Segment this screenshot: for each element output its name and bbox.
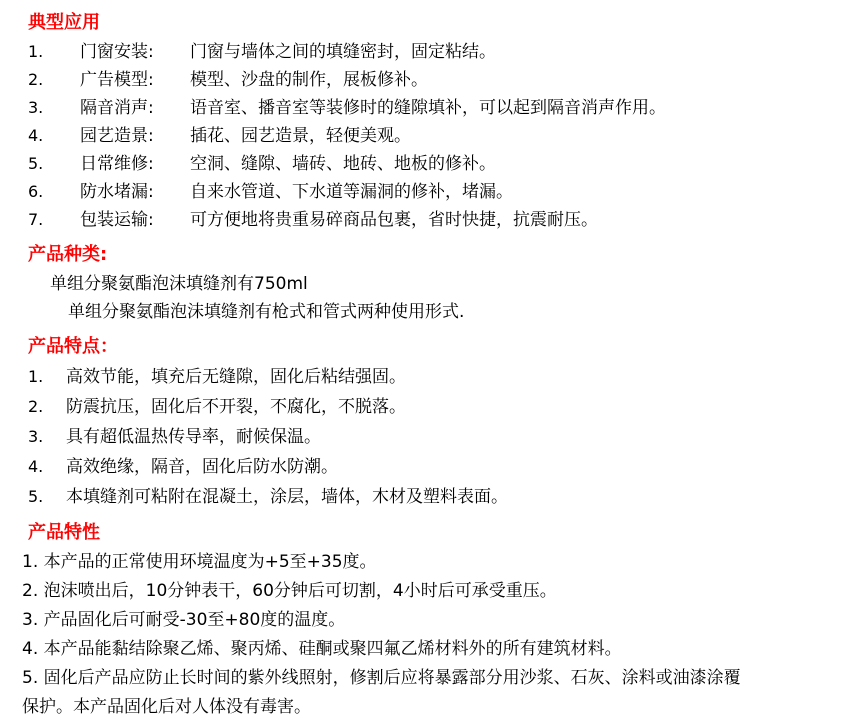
list-item-text: 4. 本产品能黏结除聚乙烯、聚丙烯、硅酮或聚四氟乙烯材料外的所有建筑材料。 [22, 639, 622, 659]
list-item [28, 150, 846, 178]
list-item-text: 3. 产品固化后可耐受-30至+80度的温度。 [22, 610, 346, 630]
list-item-description: 语音室、播音室等装修时的缝隙填补，可以起到隔音消声作用。 [190, 98, 666, 118]
list-item [28, 178, 846, 206]
product-types-line-1: 单组分聚氨酯泡沫填缝剂有750ml [50, 274, 308, 294]
list-item-description: 可方便地将贵重易碎商品包裹，省时快捷，抗震耐压。 [190, 210, 598, 230]
list-item [28, 422, 846, 452]
list-item [22, 664, 846, 722]
list-item [28, 362, 846, 392]
list-item-text: 5. 固化后产品应防止长时间的紫外线照射，修割后应将暴露部分用沙浆、石灰、涂料或油漆涂覆 [22, 668, 741, 688]
section-heading-product-characteristics: 产品特性 [28, 522, 100, 543]
list-item [28, 94, 846, 122]
list-item [28, 392, 846, 422]
section-heading-typical-applications: 典型应用 [28, 12, 100, 33]
list-item-text: 高效节能，填充后无缝隙，固化后粘结强固。 [66, 367, 406, 387]
list-item [22, 635, 846, 664]
list-item-description: 模型、沙盘的制作，展板修补。 [190, 70, 428, 90]
list-item-text-continued: 保护。本产品固化后对人体没有毒害。 [22, 697, 311, 717]
list-item-number: 5. [28, 487, 44, 506]
list-item [28, 66, 846, 94]
list-item [28, 452, 846, 482]
list-item [28, 122, 846, 150]
list-item-description: 插花、园艺造景，轻便美观。 [190, 126, 411, 146]
typical-applications-list [28, 38, 846, 234]
list-item [28, 38, 846, 66]
list-item-number: 4. [28, 126, 44, 145]
list-item-term: 隔音消声: [80, 98, 154, 118]
list-item-description: 自来水管道、下水道等漏洞的修补，堵漏。 [190, 182, 513, 202]
list-item-text: 2. 泡沫喷出后，10分钟表干，60分钟后可切割，4小时后可承受重压。 [22, 581, 557, 601]
list-item-term: 防水堵漏: [80, 182, 154, 202]
list-item-text: 具有超低温热传导率，耐候保温。 [66, 427, 321, 447]
list-item-term: 包装运输: [80, 210, 154, 230]
list-item-term: 门窗安装: [80, 42, 154, 62]
list-item-description: 门窗与墙体之间的填缝密封，固定粘结。 [190, 42, 496, 62]
product-features-list [28, 362, 846, 512]
list-item-term: 园艺造景: [80, 126, 154, 146]
list-item-text: 1. 本产品的正常使用环境温度为+5至+35度。 [22, 552, 377, 572]
list-item [22, 577, 846, 606]
list-item-number: 4. [28, 457, 44, 476]
list-item-number: 2. [28, 70, 44, 89]
list-item-text: 高效绝缘，隔音，固化后防水防潮。 [66, 457, 338, 477]
list-item-description: 空洞、缝隙、墙砖、地砖、地板的修补。 [190, 154, 496, 174]
list-item-number: 1. [28, 367, 44, 386]
list-item-term: 日常维修: [80, 154, 154, 174]
list-item-number: 2. [28, 397, 44, 416]
section-heading-product-types: 产品种类: [28, 244, 108, 265]
list-item-number: 5. [28, 154, 44, 173]
list-item-number: 1. [28, 42, 44, 61]
list-item-number: 3. [28, 98, 44, 117]
product-types-line-2: 单组分聚氨酯泡沫填缝剂有枪式和管式两种使用形式. [68, 302, 465, 322]
list-item [28, 206, 846, 234]
list-item-number: 3. [28, 427, 44, 446]
list-item-text: 本填缝剂可粘附在混凝土，涂层，墙体，木材及塑料表面。 [66, 487, 508, 507]
list-item [28, 482, 846, 512]
list-item-number: 6. [28, 182, 44, 201]
list-item-term: 广告模型: [80, 70, 154, 90]
list-item [22, 606, 846, 635]
list-item [22, 548, 846, 577]
section-heading-product-features: 产品特点： [28, 336, 118, 357]
list-item-number: 7. [28, 210, 44, 229]
list-item-text: 防震抗压，固化后不开裂，不腐化，不脱落。 [66, 397, 406, 417]
